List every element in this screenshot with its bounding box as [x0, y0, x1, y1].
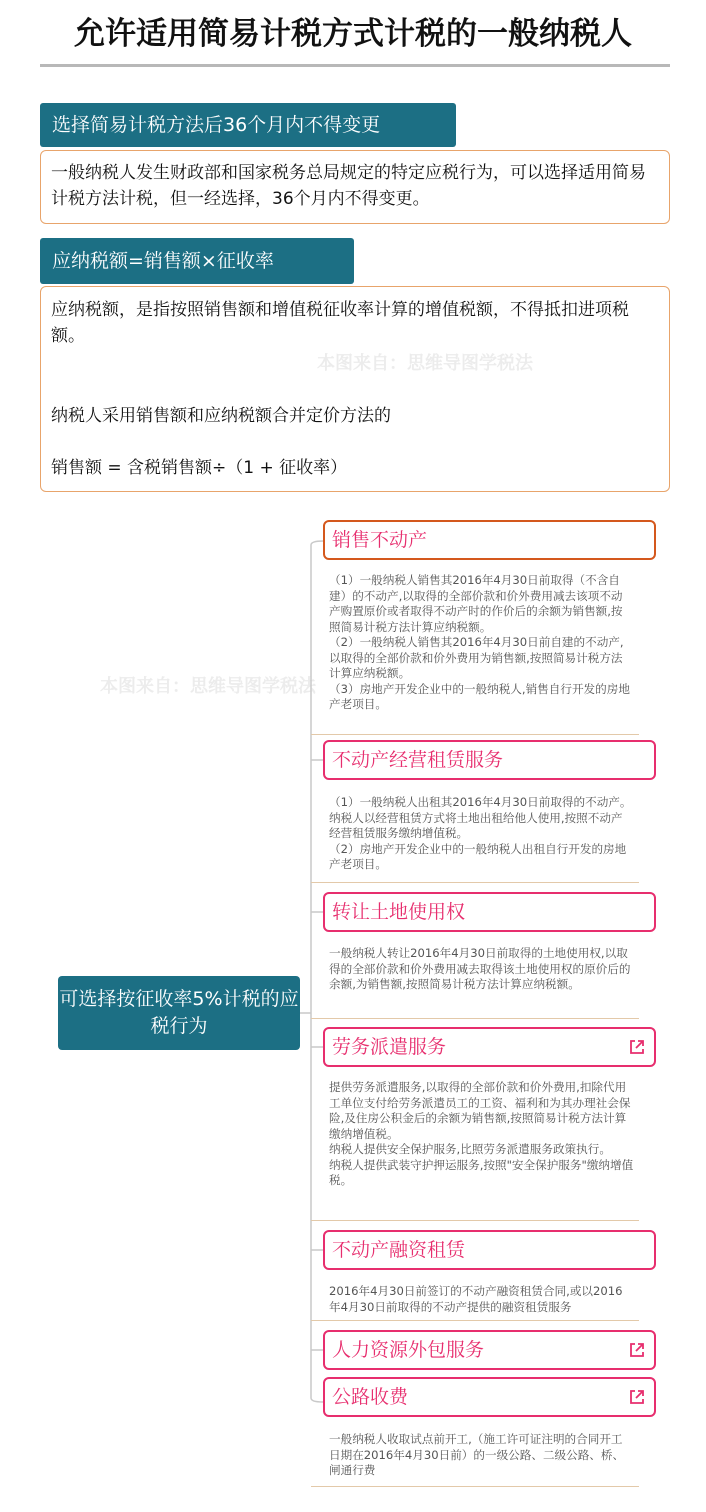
formula-note: 纳税人采用销售额和应纳税额合并定价方法的: [51, 406, 391, 426]
note-underline: [311, 734, 639, 735]
note-underline: [311, 1486, 639, 1487]
page-title: 允许适用简易计税方式计税的一般纳税人: [74, 16, 632, 52]
formula-definition: 应纳税额，是指按照销售额和增值税征收率计算的增值税额，不得抵扣进项税额。: [51, 300, 629, 346]
branch-road-toll[interactable]: [323, 1377, 656, 1417]
center-node: 可选择按征收率5%计税的应税行为: [58, 976, 300, 1050]
formula-expression: 销售额 = 含税销售额÷（1 + 征收率）: [51, 458, 348, 478]
branch-note: 一般纳税人转让2016年4月30日前取得的土地使用权,以取得的全部价款和价外费用减去取得该土地使用权的原价后的余额,为销售额,按照简易计税方法计算应纳税额。: [329, 946, 631, 991]
external-link-icon[interactable]: [628, 1341, 646, 1359]
note-underline: [311, 882, 639, 883]
branch-note: 一般纳税人收取试点前开工,（施工许可证注明的合同开工日期在2016年4月30日前）的一级公路、二级公路、桥、闸通行费: [329, 1432, 625, 1477]
branch-label: 劳务派遣服务: [332, 1036, 447, 1058]
section-tag-formula: 应纳税额=销售额×征收率: [40, 238, 354, 284]
branch-land-use-right[interactable]: [323, 892, 656, 932]
branch-note: 提供劳务派遣服务,以取得的全部价款和价外费用,扣除代用工单位支付给劳务派遣员工的工资、福利和为其办理社会保险,及住房公积金后的余额为销售额,按照简易计税方法计算缴纳增值税。 纳税人提供安全保护服务,比照劳务派遣服务政策执行。 纳税人提供武装守护押运服务,按照"安全保护服务"缴纳增值税。: [329, 1080, 634, 1187]
branch-note: 2016年4月30日前签订的不动产融资租赁合同,或以2016年4月30日前取得的不动产提供的融资租赁服务: [329, 1284, 623, 1314]
external-link-icon[interactable]: [628, 1388, 646, 1406]
branch-labor-dispatch[interactable]: [323, 1027, 656, 1067]
section-text: 一般纳税人发生财政部和国家税务总局规定的特定应税行为，可以选择适用简易计税方法计税，但一经选择，36个月内不得变更。: [51, 163, 646, 209]
external-link-icon[interactable]: [628, 1038, 646, 1056]
watermark: 本图来自：思维导图学税法: [317, 353, 533, 374]
branch-label: 公路收费: [332, 1386, 409, 1408]
branch-sell-real-estate[interactable]: [323, 520, 656, 560]
branch-label: 人力资源外包服务: [332, 1339, 485, 1361]
branch-hr-outsourcing[interactable]: [323, 1330, 656, 1370]
branch-note: （1）一般纳税人销售其2016年4月30日前取得（不含自建）的不动产,以取得的全部价款和价外费用减去该项不动产购置原价或者取得不动产时的作价后的余额为销售额,按照简易计税方法计算应纳税额。 （2）一般纳税人销售其2016年4月30日前自建的不动产,以取得的全部价款和价外费用为销售额,按照简易计税方法计算应纳税额。 （3）房地产开发企业中的一般纳税人,销售自行开发的房地产老项目。: [329, 573, 630, 711]
branch-real-estate-finance-lease[interactable]: [323, 1230, 656, 1270]
branch-real-estate-lease[interactable]: [323, 740, 656, 780]
watermark: 本图来自：思维导图学税法: [100, 676, 316, 697]
note-underline: [311, 1320, 639, 1321]
branch-label: 转让土地使用权: [332, 901, 466, 923]
branch-note: （1）一般纳税人出租其2016年4月30日前取得的不动产。纳税人以经营租赁方式将土地出租给他人使用,按照不动产经营租赁服务缴纳增值税。 （2）房地产开发企业中的一般纳税人出租自行开发的房地产老项目。: [329, 795, 632, 871]
branch-label: 销售不动产: [332, 529, 428, 551]
branch-label: 不动产融资租赁: [332, 1239, 466, 1261]
note-underline: [311, 1220, 639, 1221]
note-underline: [311, 1018, 639, 1019]
section-tag-simple-method: 选择简易计税方法后36个月内不得变更: [40, 103, 456, 147]
branch-label: 不动产经营租赁服务: [332, 749, 504, 771]
